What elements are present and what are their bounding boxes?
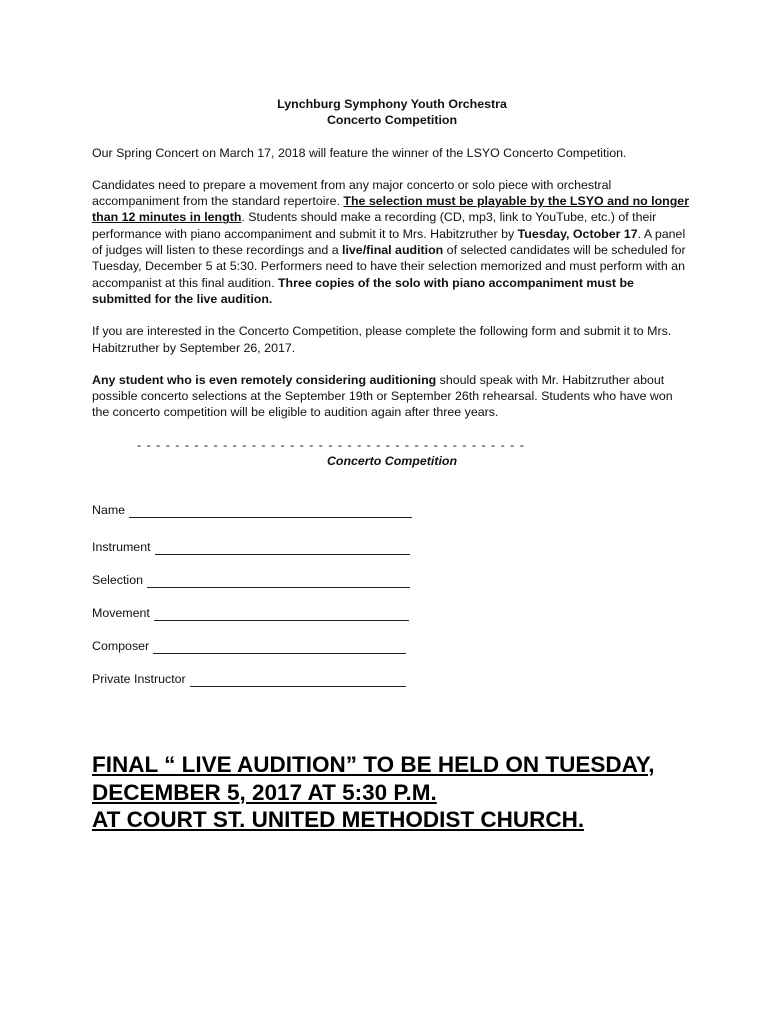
selection-line[interactable] xyxy=(147,575,410,588)
private-instructor-field[interactable] xyxy=(92,671,692,687)
name-label: Name xyxy=(92,503,126,518)
cut-line: - - - - - - - - - - - - - - - - - - - - - - - - - - - - - - - - - - - - - - - - - xyxy=(137,437,525,452)
instrument-field[interactable] xyxy=(92,539,692,555)
movement-label: Movement xyxy=(92,606,150,621)
org-title: Lynchburg Symphony Youth Orchestra xyxy=(277,97,507,111)
name-line[interactable] xyxy=(129,505,412,518)
event-title: Concerto Competition xyxy=(326,113,458,128)
candidates-copies-note: Three copies of the solo with piano accompaniment must be submitted for the live audition. xyxy=(92,275,634,306)
movement-field[interactable] xyxy=(92,605,692,621)
final-notice-line-3: AT COURT ST. UNITED METHODIST CHURCH. xyxy=(92,807,585,832)
private-instructor-label: Private Instructor xyxy=(92,672,186,687)
private-instructor-line[interactable] xyxy=(190,674,406,687)
selection-field[interactable] xyxy=(92,572,692,588)
final-notice-line-2: DECEMBER 5, 2017 AT 5:30 P.M. xyxy=(92,779,437,805)
composer-line[interactable] xyxy=(153,641,406,654)
candidates-deadline: Tuesday, October 17 xyxy=(517,226,638,241)
entry-form xyxy=(92,502,692,687)
candidates-paragraph xyxy=(92,177,692,307)
interest-paragraph: If you are interested in the Concerto Competition, please complete the following form and submit it to Mrs. Habitzruther by September 26, 2017. xyxy=(92,324,672,355)
candidates-text-2: . Students should make a recording (CD, mp3, link to YouTube, etc.) of their performance with piano accompaniment and submit it to Mrs. Habitzruther by xyxy=(92,210,657,241)
candidates-live-audition: live/final audition xyxy=(342,243,444,258)
advice-paragraph xyxy=(92,372,692,421)
form-title: Concerto Competition xyxy=(326,454,458,469)
candidates-requirement: The selection must be playable by the LSYO and no longer than 12 minutes in length xyxy=(92,194,690,225)
advice-text: should speak with Mr. Habitzruther about possible concerto selections at the September 19th or September 26th rehearsal. Students who have won the concerto competition will be eligible to audition again after three years. xyxy=(92,372,673,420)
final-audition-notice xyxy=(92,751,732,834)
selection-label: Selection xyxy=(92,573,143,588)
intro-paragraph: Our Spring Concert on March 17, 2018 will feature the winner of the LSYO Concerto Competition. xyxy=(92,145,627,160)
final-notice-line-1: FINAL “ LIVE AUDITION” TO BE HELD ON TUESDAY, xyxy=(92,752,655,777)
composer-field[interactable] xyxy=(92,638,692,654)
movement-line[interactable] xyxy=(154,608,409,621)
instrument-line[interactable] xyxy=(155,542,410,555)
advice-bold: Any student who is even remotely considering auditioning xyxy=(92,372,437,387)
candidates-text-4: of selected candidates will be scheduled for Tuesday, December 5 at 5:30. Performers need to have their selection memorized and must perform with an accompanist at this final audition. xyxy=(92,243,686,290)
candidates-text-1: Candidates need to prepare a movement from any major concerto or solo piece with orchestral accompaniment from the standard repertoire. xyxy=(92,177,612,209)
composer-label: Composer xyxy=(92,639,150,654)
instrument-label: Instrument xyxy=(92,540,151,555)
name-field[interactable] xyxy=(92,502,692,518)
document-body xyxy=(92,96,692,687)
candidates-text-3: . A panel of judges will listen to these recordings and a xyxy=(92,226,686,258)
